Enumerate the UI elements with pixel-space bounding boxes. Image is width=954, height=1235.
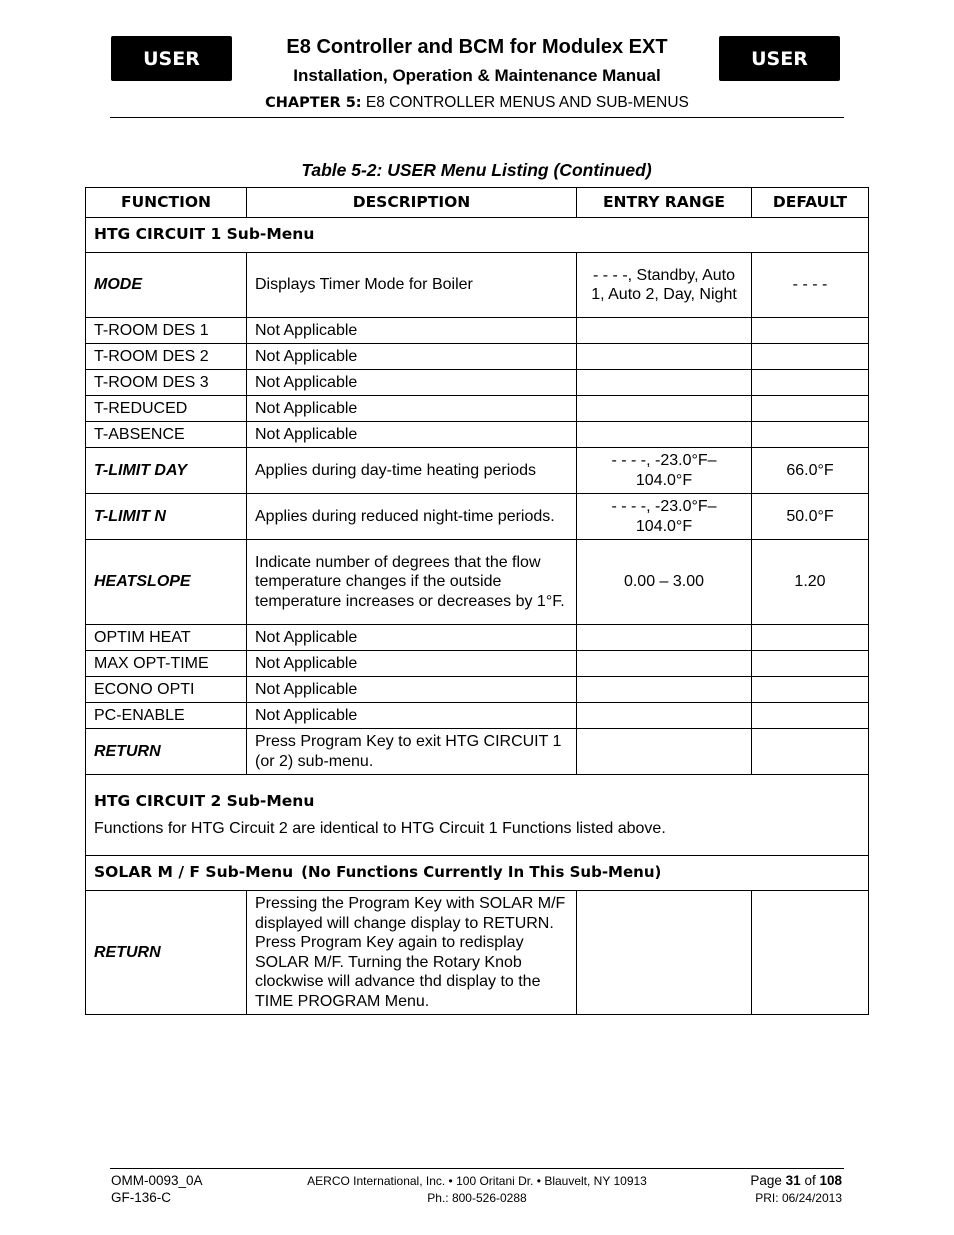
section-title: HTG CIRCUIT 2 Sub-Menu <box>94 792 315 810</box>
user-menu-table <box>85 187 869 1015</box>
row-description: Not Applicable <box>247 344 577 370</box>
table-row <box>86 422 869 448</box>
row-description: Not Applicable <box>247 370 577 396</box>
row-entry-range <box>577 729 752 775</box>
row-entry-range <box>577 396 752 422</box>
row-entry-range <box>577 344 752 370</box>
row-function: T-ROOM DES 2 <box>86 344 247 370</box>
row-entry-range <box>577 422 752 448</box>
footer-gf-number: GF-136-C <box>111 1190 172 1205</box>
section-row <box>86 856 869 891</box>
row-description: Indicate number of degrees that the flow temperature changes if the outside temperature increases or decreases by 1°F. <box>247 540 577 625</box>
table-row <box>86 448 869 494</box>
row-function: HEATSLOPE <box>86 540 247 625</box>
row-function: T-LIMIT DAY <box>86 448 247 494</box>
row-description: Displays Timer Mode for Boiler <box>247 253 577 318</box>
row-function: PC-ENABLE <box>86 703 247 729</box>
footer-page <box>640 1173 842 1188</box>
row-default <box>752 396 869 422</box>
document-subtitle: Installation, Operation & Maintenance Manual <box>293 66 661 85</box>
footer-doc-number: OMM-0093_0A <box>111 1173 203 1188</box>
table-row <box>86 494 869 540</box>
row-default <box>752 891 869 1015</box>
row-function: T-LIMIT N <box>86 494 247 540</box>
section-title: SOLAR M / F Sub-Menu <box>94 863 294 882</box>
row-description: Applies during day-time heating periods <box>247 448 577 494</box>
section-text: Functions for HTG Circuit 2 are identical to HTG Circuit 1 Functions listed above. <box>94 819 666 837</box>
row-function: T-REDUCED <box>86 396 247 422</box>
row-default <box>752 344 869 370</box>
row-description: Pressing the Program Key with SOLAR M/F displayed will change display to RETURN. Press Program Key again to redisplay SOLAR M/F. Turning the Rotary Knob clockwise will advance thd display to the TIME PROGRAM Menu. <box>247 891 577 1015</box>
column-header-entry-range: ENTRY RANGE <box>577 188 752 218</box>
page-of: of <box>804 1173 816 1188</box>
footer-divider <box>110 1168 844 1169</box>
row-function: RETURN <box>86 729 247 775</box>
section-htg-circuit-2 <box>86 775 869 856</box>
row-default: 1.20 <box>752 540 869 625</box>
section-row <box>86 218 869 253</box>
row-description: Applies during reduced night-time periods. <box>247 494 577 540</box>
row-function: OPTIM HEAT <box>86 625 247 651</box>
row-default: 66.0°F <box>752 448 869 494</box>
chapter-heading <box>110 94 844 112</box>
table-row <box>86 729 869 775</box>
section-solar-mf <box>86 856 869 891</box>
user-badge-left: USER <box>111 36 232 81</box>
footer-phone: Ph.: 800-526-0288 <box>427 1191 527 1205</box>
row-default <box>752 703 869 729</box>
document-title: E8 Controller and BCM for Modulex EXT <box>286 36 668 58</box>
row-description: Not Applicable <box>247 625 577 651</box>
row-function: MODE <box>86 253 247 318</box>
row-description: Not Applicable <box>247 677 577 703</box>
page-number: 31 <box>785 1173 801 1188</box>
row-entry-range <box>577 651 752 677</box>
row-default <box>752 370 869 396</box>
column-header-description: DESCRIPTION <box>247 188 577 218</box>
row-entry-range: - - - -, Standby, Auto 1, Auto 2, Day, Night <box>577 253 752 318</box>
section-htg-circuit-1: HTG CIRCUIT 1 Sub-Menu <box>86 218 869 253</box>
row-function: RETURN <box>86 891 247 1015</box>
column-header-default: DEFAULT <box>752 188 869 218</box>
row-default <box>752 625 869 651</box>
row-entry-range <box>577 677 752 703</box>
row-description: Not Applicable <box>247 651 577 677</box>
row-entry-range: 0.00 – 3.00 <box>577 540 752 625</box>
footer-pri-date: PRI: 06/24/2013 <box>755 1191 842 1205</box>
row-description: Not Applicable <box>247 422 577 448</box>
row-entry-range <box>577 625 752 651</box>
row-entry-range <box>577 318 752 344</box>
table-row <box>86 625 869 651</box>
row-default: 50.0°F <box>752 494 869 540</box>
column-header-function: FUNCTION <box>86 188 247 218</box>
section-note: (No Functions Currently In This Sub-Menu) <box>301 863 662 882</box>
row-function: T-ABSENCE <box>86 422 247 448</box>
table-row <box>86 891 869 1015</box>
row-function: MAX OPT-TIME <box>86 651 247 677</box>
row-entry-range <box>577 703 752 729</box>
row-function: T-ROOM DES 1 <box>86 318 247 344</box>
row-description: Press Program Key to exit HTG CIRCUIT 1 (or 2) sub-menu. <box>247 729 577 775</box>
row-default <box>752 422 869 448</box>
table-row <box>86 318 869 344</box>
table-row <box>86 540 869 625</box>
table-row <box>86 344 869 370</box>
table-row <box>86 651 869 677</box>
row-default <box>752 729 869 775</box>
row-default <box>752 318 869 344</box>
row-description: Not Applicable <box>247 703 577 729</box>
section-row <box>86 775 869 856</box>
footer-company: AERCO International, Inc. • 100 Oritani Dr. • Blauvelt, NY 10913 <box>307 1174 647 1188</box>
row-function: T-ROOM DES 3 <box>86 370 247 396</box>
row-entry-range: - - - -, -23.0°F–104.0°F <box>577 448 752 494</box>
chapter-label: CHAPTER 5: <box>265 95 362 111</box>
header-divider <box>110 117 844 118</box>
page-total: 108 <box>819 1173 842 1188</box>
table-header-row <box>86 188 869 218</box>
table-caption: Table 5-2: USER Menu Listing (Continued) <box>301 160 652 180</box>
chapter-title: E8 CONTROLLER MENUS AND SUB-MENUS <box>365 94 689 111</box>
page-prefix: Page <box>750 1173 782 1188</box>
row-entry-range <box>577 891 752 1015</box>
row-default <box>752 651 869 677</box>
user-badge-right: USER <box>719 36 840 81</box>
row-default: - - - - <box>752 253 869 318</box>
table-row <box>86 677 869 703</box>
table-row <box>86 370 869 396</box>
table-row <box>86 396 869 422</box>
table-row <box>86 703 869 729</box>
row-description: Not Applicable <box>247 396 577 422</box>
row-entry-range: - - - -, -23.0°F–104.0°F <box>577 494 752 540</box>
row-description: Not Applicable <box>247 318 577 344</box>
row-function: ECONO OPTI <box>86 677 247 703</box>
table-row <box>86 253 869 318</box>
row-default <box>752 677 869 703</box>
row-entry-range <box>577 370 752 396</box>
